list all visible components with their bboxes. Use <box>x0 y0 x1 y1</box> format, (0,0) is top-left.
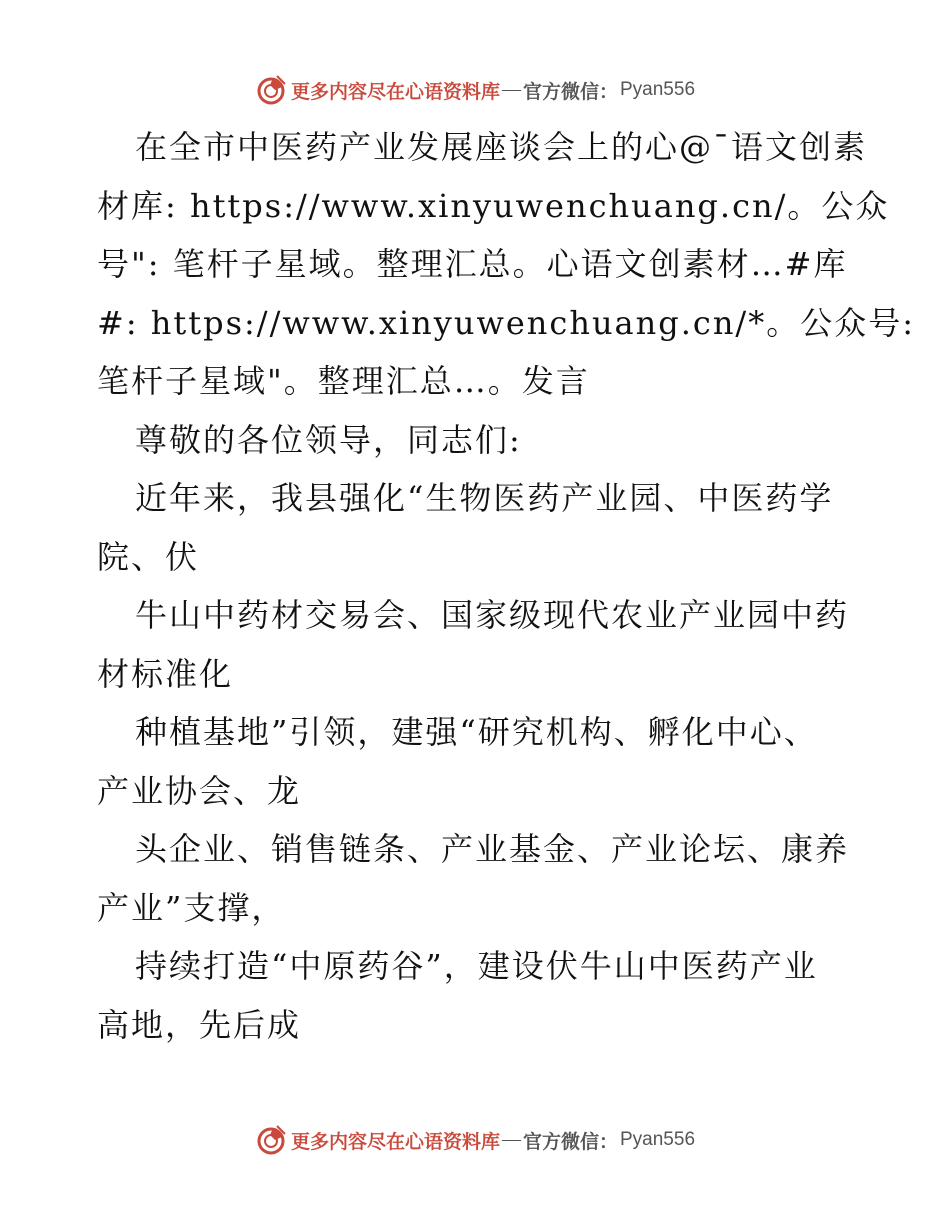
body-line: 持续打造“中原药谷”，建设伏牛山中医药产业 <box>135 947 818 985</box>
watermark-brand: 更多内容尽在心语资料库 <box>290 80 500 103</box>
document-body <box>97 118 915 1054</box>
footer-watermark <box>0 1120 950 1160</box>
body-line: 材标准化 <box>97 654 234 693</box>
body-line: 种植基地”引领，建强“研究机构、孵化中心、 <box>135 713 818 751</box>
body-line: 在全市中医药产业发展座谈会上的心@¯语文创素 <box>135 128 868 166</box>
watermark-brand: 更多内容尽在心语资料库 <box>290 1130 500 1153</box>
watermark-dash: — <box>501 79 521 100</box>
body-line: 牛山中药材交易会、国家级现代农业产业园中药 <box>135 596 850 634</box>
watermark-label: 官方微信： <box>522 80 618 103</box>
body-line: 近年来，我县强化“生物医药产业园、中医药学 <box>135 479 834 517</box>
body-line: 产业”支撑， <box>97 888 286 927</box>
body-line: 号": 笔杆子星域。整理汇总。心语文创素材…#库 <box>97 245 848 283</box>
body-line: 院、伏 <box>97 537 200 576</box>
watermark-label: 官方微信： <box>522 1130 618 1153</box>
body-line: 笔杆子星域"。整理汇总…。发言 <box>97 362 590 400</box>
body-line: 材库: https://www.xinyuwenchuang.cn/。公众 <box>97 186 890 225</box>
salutation: 尊敬的各位领导，同志们: <box>135 420 522 459</box>
watermark-account: Pyan556 <box>620 79 696 100</box>
body-line: 头企业、销售链条、产业基金、产业论坛、康养 <box>135 830 850 868</box>
header-watermark <box>0 70 950 110</box>
pen-circle-logo-icon <box>255 1124 287 1156</box>
body-line: 产业协会、龙 <box>97 771 302 810</box>
watermark-account: Pyan556 <box>620 1129 696 1150</box>
watermark-dash: — <box>501 1129 521 1150</box>
body-line: 高地，先后成 <box>97 1005 302 1044</box>
body-line: #: https://www.xinyuwenchuang.cn/*。公众号: <box>97 303 915 342</box>
pen-circle-logo-icon <box>255 74 287 106</box>
